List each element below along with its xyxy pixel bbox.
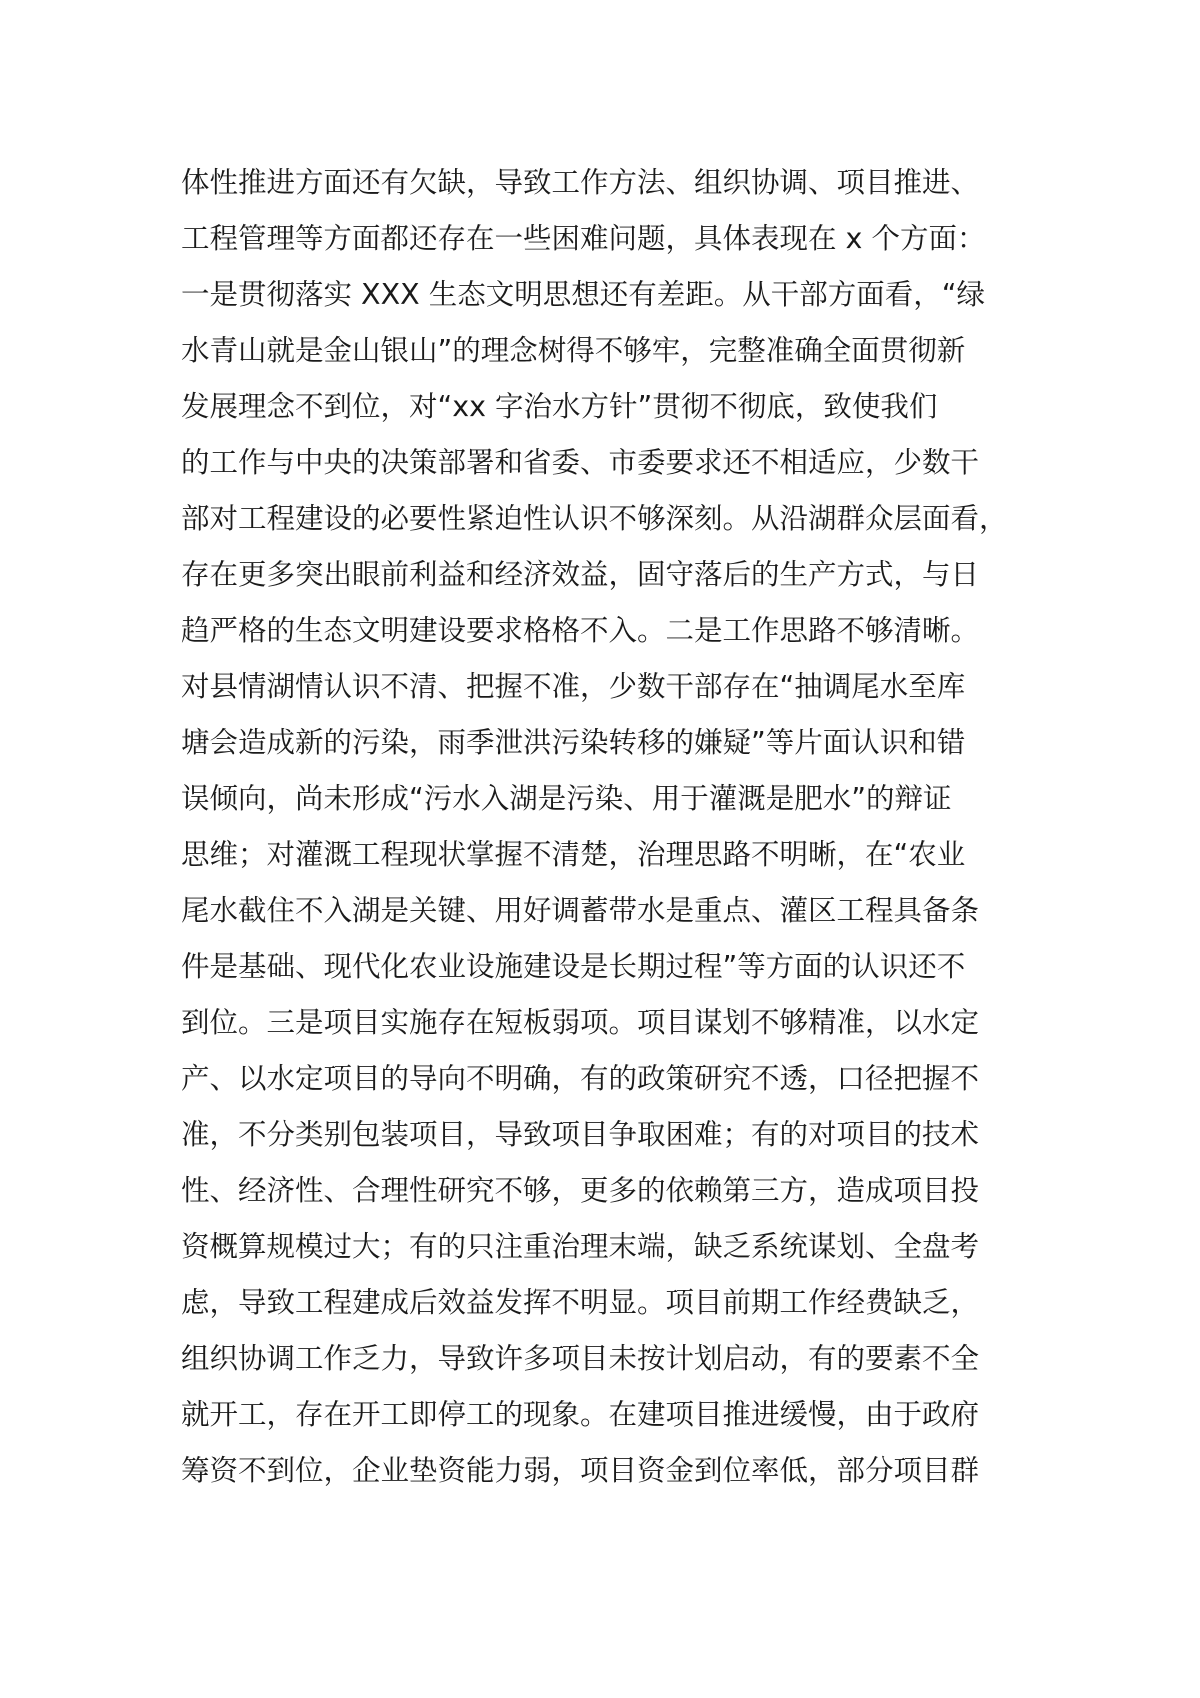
text-line: 塘会造成新的污染，雨季泄洪污染转移的嫌疑”等片面认识和错 [181, 726, 966, 759]
text-line: 误倾向，尚未形成“污水入湖是污染、用于灌溉是肥水”的辩证 [181, 782, 952, 815]
text-line: 发展理念不到位，对“xx 字治水方针”贯彻不彻底，致使我们 [181, 390, 938, 423]
text-line: 准，不分类别包装项目，导致项目争取困难；有的对项目的技术 [181, 1118, 980, 1151]
text-line: 一是贯彻落实 XXX 生态文明思想还有差距。从干部方面看，“绿 [181, 278, 985, 311]
text-line: 产、以水定项目的导向不明确，有的政策研究不透，口径把握不 [181, 1062, 980, 1095]
text-line: 对县情湖情认识不清、把握不准，少数干部存在“抽调尾水至库 [181, 670, 966, 703]
text-line: 的工作与中央的决策部署和省委、市委要求还不相适应，少数干 [181, 446, 980, 479]
text-line: 件是基础、现代化农业设施建设是长期过程”等方面的认识还不 [181, 950, 966, 983]
text-line: 资概算规模过大；有的只注重治理末端，缺乏系统谋划、全盘考 [181, 1230, 980, 1263]
text-line: 性、经济性、合理性研究不够，更多的依赖第三方，造成项目投 [181, 1174, 980, 1207]
text-line: 水青山就是金山银山”的理念树得不够牢，完整准确全面贯彻新 [181, 334, 966, 367]
text-line: 体性推进方面还有欠缺，导致工作方法、组织协调、项目推进、 [181, 166, 980, 199]
text-line: 部对工程建设的必要性紧迫性认识不够深刻。从沿湖群众层面看， [181, 502, 1008, 535]
text-line: 尾水截住不入湖是关键、用好调蓄带水是重点、灌区工程具备条 [181, 894, 980, 927]
text-line: 虑，导致工程建成后效益发挥不明显。项目前期工作经费缺乏， [181, 1286, 980, 1319]
text-line: 思维；对灌溉工程现状掌握不清楚，治理思路不明晰，在“农业 [181, 838, 966, 871]
body-paragraph [181, 155, 1031, 1499]
text-line: 趋严格的生态文明建设要求格格不入。二是工作思路不够清晰。 [181, 614, 980, 647]
text-line: 到位。三是项目实施存在短板弱项。项目谋划不够精准，以水定 [181, 1006, 980, 1039]
text-line: 就开工，存在开工即停工的现象。在建项目推进缓慢，由于政府 [181, 1398, 980, 1431]
text-line: 存在更多突出眼前利益和经济效益，固守落后的生产方式，与日 [181, 558, 980, 591]
text-line: 工程管理等方面都还存在一些困难问题，具体表现在 x 个方面： [181, 222, 986, 255]
text-line: 组织协调工作乏力，导致许多项目未按计划启动，有的要素不全 [181, 1342, 980, 1375]
text-line: 筹资不到位，企业垫资能力弱，项目资金到位率低，部分项目群 [181, 1454, 980, 1487]
